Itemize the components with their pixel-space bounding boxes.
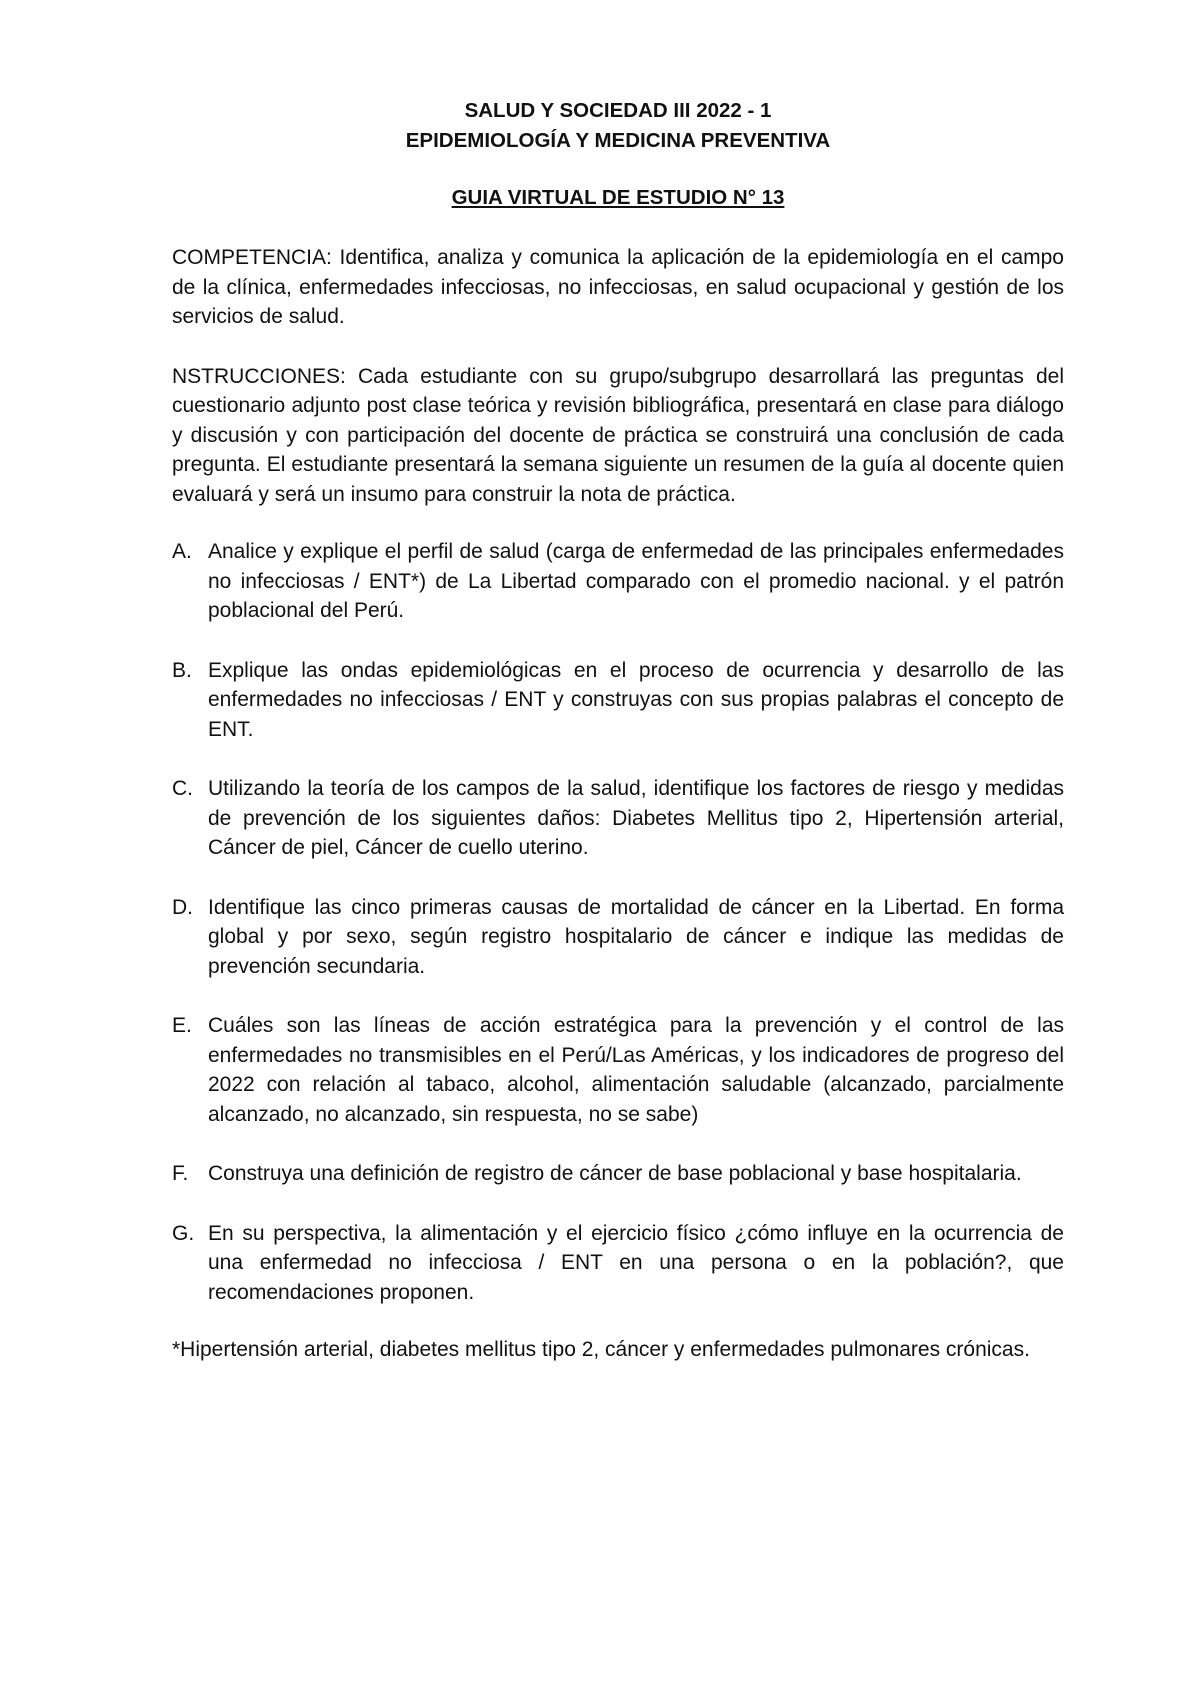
question-text: Cuáles son las líneas de acción estratégica para la prevención y el control de las enfermedades no transmisibles en el Perú/Las Américas, y los indicadores de progreso del 2022 con relación al tabaco, alcohol, alimentación saludable (alcanzado, parcialmente alcanzado, no alcanzado, sin respuesta, no se sabe) xyxy=(208,1014,1064,1126)
guide-title: GUIA VIRTUAL DE ESTUDIO N° 13 xyxy=(451,186,785,209)
question-letter: C. xyxy=(172,777,193,800)
competencia-label: COMPETENCIA: xyxy=(172,246,332,269)
question-text: Utilizando la teoría de los campos de la salud, identifique los factores de riesgo y medidas de prevención de los siguientes daños: Diabetes Mellitus tipo 2, Hipertensión arterial, Cáncer de piel, Cáncer de cuello uterino. xyxy=(208,777,1064,859)
question-letter: D. xyxy=(172,895,193,919)
question-item-a xyxy=(172,537,1064,626)
instrucciones-text: Cada estudiante con su grupo/subgrupo desarrollará las preguntas del cuestionario adjunto post clase teórica y revisión bibliográfica, presentará en clase para diálogo y discusión y con participación del docente de práctica se construirá una conclusión de cada pregunta. El estudiante presentará la semana siguiente un resumen de la guía al docente quien evaluará y será un insumo para construir la nota de práctica. xyxy=(172,364,1064,506)
course-subtitle: EPIDEMIOLOGÍA Y MEDICINA PREVENTIVA xyxy=(405,129,831,152)
question-text: Explique las ondas epidemiológicas en el proceso de ocurrencia y desarrollo de las enfermedades no infecciosas / ENT y construyas con sus propias palabras el concepto de ENT. xyxy=(208,658,1064,741)
instrucciones-label: NSTRUCCIONES: xyxy=(172,364,346,388)
question-text: En su perspectiva, la alimentación y el ejercicio físico ¿cómo influye en la ocurrencia de una enfermedad no infecciosa / ENT en una persona o en la población?, que recomendaciones proponen. xyxy=(208,1221,1064,1304)
question-item-c xyxy=(172,774,1064,863)
question-item-e xyxy=(172,1011,1064,1129)
footnote: *Hipertensión arterial, diabetes mellitus tipo 2, cáncer y enfermedades pulmonares crónicas. xyxy=(172,1338,1030,1361)
competencia-paragraph xyxy=(172,243,1064,332)
question-item-g xyxy=(172,1219,1064,1308)
question-text: Analice y explique el perfil de salud (carga de enfermedad de las principales enfermedades no infecciosas / ENT*) de La Libertad comparado con el promedio nacional. y el patrón poblacional del Perú. xyxy=(208,540,1064,622)
instrucciones-paragraph xyxy=(172,362,1064,510)
competencia-text: Identifica, analiza y comunica la aplicación de la epidemiología en el campo de la clínica, enfermedades infecciosas, no infecciosas, en salud ocupacional y gestión de los servicios de salud. xyxy=(172,246,1064,328)
question-text: Identifique las cinco primeras causas de mortalidad de cáncer en la Libertad. En forma global y por sexo, según registro hospitalario de cáncer e indique las medidas de prevención secundaria. xyxy=(208,895,1064,978)
question-letter: G. xyxy=(172,1221,195,1245)
question-text: Construya una definición de registro de cáncer de base poblacional y base hospitalaria. xyxy=(208,1162,1022,1185)
question-item-b xyxy=(172,656,1064,745)
course-title: SALUD Y SOCIEDAD III 2022 - 1 xyxy=(464,99,772,122)
question-letter: E. xyxy=(172,1014,192,1037)
question-letter: B. xyxy=(172,658,192,682)
question-item-d xyxy=(172,893,1064,982)
question-letter: F. xyxy=(172,1162,189,1185)
question-letter: A. xyxy=(172,540,192,563)
document-page xyxy=(172,96,1064,1365)
question-item-f xyxy=(172,1159,1064,1189)
question-list xyxy=(172,537,1064,1307)
